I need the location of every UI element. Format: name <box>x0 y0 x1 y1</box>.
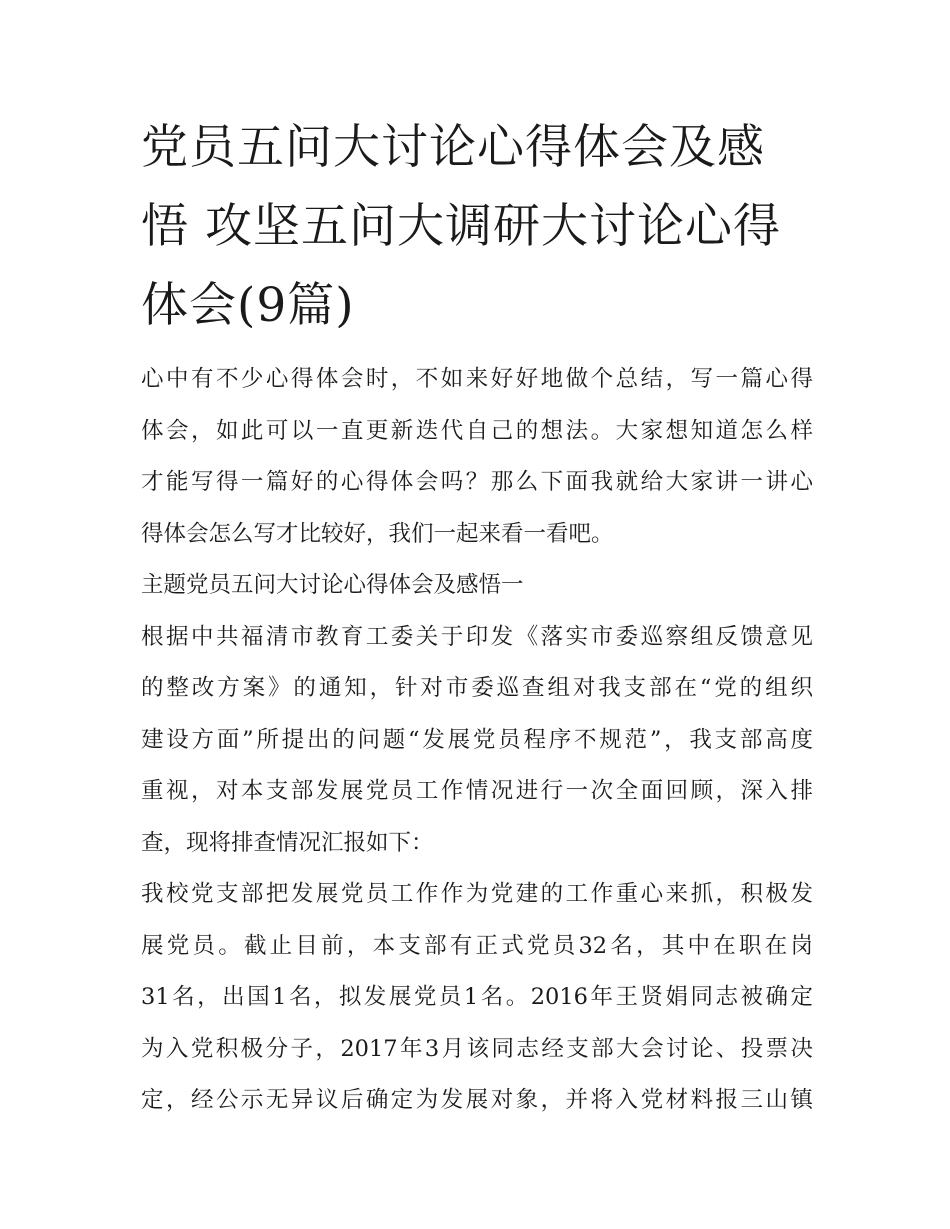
paragraph-line: 为入党积极分子，2017年3月该同志经支部大会讨论、投票决 <box>141 1035 813 1062</box>
paragraph-line: 定，经公示无异议后确定为发展对象，并将入党材料报三山镇 <box>141 1087 813 1113</box>
document-title <box>141 108 813 345</box>
body-paragraph <box>141 612 813 870</box>
title-line: 体会(9篇) <box>141 278 355 333</box>
paragraph-line: 展党员。截止目前，本支部有正式党员32名，其中在职在岗 <box>141 932 813 959</box>
section-heading <box>141 560 813 612</box>
paragraph-line: 31名，出国1名，拟发展党员1名。2016年王贤娟同志被确定 <box>141 984 813 1010</box>
paragraph-line: 的整改方案》的通知，针对市委巡查组对我支部在“党的组织 <box>141 675 813 701</box>
paragraph-line: 重视，对本支部发展党员工作情况进行一次全面回顾，深入排 <box>141 778 813 804</box>
paragraph-line: 查，现将排查情况汇报如下： <box>141 829 434 856</box>
heading-line: 主题党员五问大讨论心得体会及感悟一 <box>141 572 524 598</box>
document-body <box>141 108 813 1127</box>
paragraph-line: 才能写得一篇好的心得体会吗？那么下面我就给大家讲一讲心 <box>141 469 813 495</box>
paragraph-line: 心中有不少心得体会时，不如来好好地做个总结，写一篇心得 <box>141 366 813 392</box>
title-line: 悟 攻坚五问大调研大讨论心得 <box>141 199 781 254</box>
paragraph-line: 我校党支部把发展党员工作作为党建的工作重心来抓，积极发 <box>141 881 813 907</box>
paragraph-line: 根据中共福清市教育工委关于印发《落实市委巡察组反馈意见 <box>141 623 813 650</box>
paragraph-line: 建设方面”所提出的问题“发展党员程序不规范”，我支部高度 <box>141 726 813 753</box>
intro-paragraph <box>141 354 813 560</box>
body-paragraph <box>141 869 813 1127</box>
paragraph-line: 体会，如此可以一直更新迭代自己的想法。大家想知道怎么样 <box>141 417 813 444</box>
paragraph-line: 得体会怎么写才比较好，我们一起来看一看吧。 <box>141 520 614 547</box>
title-line: 党员五问大讨论心得体会及感 <box>141 120 765 175</box>
